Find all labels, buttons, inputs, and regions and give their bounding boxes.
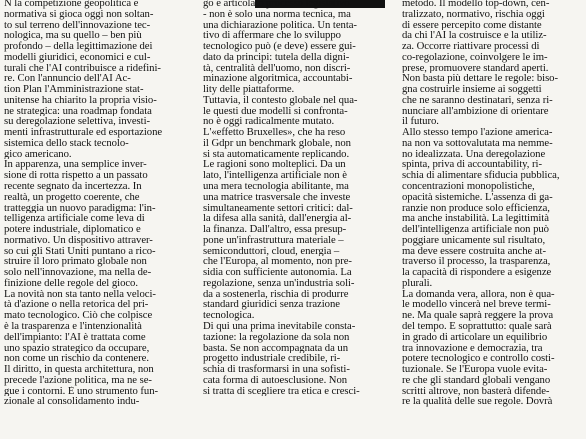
text-line: ranzie non produce solo efficienza, [402, 202, 550, 214]
text-line: to sul terreno dell'innovazione tec- [4, 19, 151, 31]
text-line: in grado di articolare un equilibrio [402, 331, 548, 343]
text-line: struire il loro primato globale non [4, 256, 147, 268]
text-column-2 [203, 0, 385, 396]
text-column-1 [4, 0, 188, 407]
text-line: standard giuridici senza trazione [203, 299, 340, 311]
text-line: Non basta più dettare le regole: biso- [402, 73, 558, 85]
text-line: il Gdpr un benchmark globale, non [203, 137, 351, 149]
text-line: solo nell'innovazione, ma nella de- [4, 267, 152, 278]
text-line: tecnologica. [203, 310, 255, 321]
text-line: una matrice trasversale che investe [203, 191, 351, 203]
text-line: so cui gli Stati Uniti puntano a rico- [4, 245, 156, 257]
text-line: no è oggi radicalmente mutato. [203, 116, 335, 128]
text-line: re. Con l'annuncio dell'AI Ac- [4, 73, 131, 85]
text-line: realtà, un progetto coerente, che [4, 191, 140, 203]
text-line: tà d'azione o nella retorica del pri- [4, 299, 149, 311]
text-line: plurali. [402, 277, 433, 289]
text-line: recente segnato da incertezza. In [4, 181, 142, 192]
text-line: no idealizzata. Una deregolazione [402, 148, 546, 160]
text-line: da chi l'AI la costruisce e la utiliz- [402, 30, 547, 42]
text-column-3 [402, 0, 584, 407]
text-line: semiconduttori, cloud, energia – [203, 245, 340, 257]
text-line: che ne saranno destinatari, senza ri- [402, 94, 553, 106]
text-line: potere tecnologico e controllo costi- [402, 353, 555, 365]
text-line: za. Occorre riattivare processi di [402, 41, 540, 52]
text-line: nologica, ma su quello – ben più [4, 30, 142, 42]
text-line: simultaneamente settori critici: dal- [203, 202, 353, 214]
text-line: sidia con sufficiente autonomia. La [203, 267, 352, 278]
text-line: si sta automaticamente replicando. [203, 148, 350, 160]
text-line: la finanza. Dall'altro, essa presup- [203, 224, 347, 235]
text-line: ne. Ma quale saprà reggere la prova [402, 310, 554, 321]
text-line: Il diritto, in questa architettura, non [4, 364, 154, 375]
text-line: la capacità di rispondere a esigenze [402, 267, 552, 278]
text-line: non come un rischio da contenere. [4, 353, 149, 365]
text-line: finizione delle regole del gioco. [4, 277, 138, 289]
text-line: poggiare unicamente sul risultato, [402, 234, 546, 246]
text-line: potere industriale, diplomatico e [4, 224, 141, 235]
text-line: dell'impianto: l'AI è trattata come [4, 331, 146, 343]
text-line: schia di trasformarsi in una sofisti- [203, 364, 350, 375]
text-line: sione di rotta rispetto a un passato [4, 170, 148, 182]
text-line: da a sostenerla, rischia di produrre [203, 288, 349, 300]
text-line: tà, centralità dell'uomo, non discri- [203, 62, 351, 74]
text-line: tazione: la regolazione da sola non [203, 331, 350, 343]
text-line: tra innovazione e democrazia, tra [402, 342, 543, 354]
text-line: uno spazio strategico da occupare, [4, 342, 150, 354]
text-line: co-regolazione, coinvolgere le im- [402, 51, 548, 63]
text-line: sistemica dello stack tecnolo- [4, 137, 129, 149]
text-line: di essere percepito come distante [402, 19, 542, 31]
text-line: spinta, priva di accountability, ri- [402, 159, 542, 171]
text-line: pone un'infrastruttura materiale – [203, 234, 344, 246]
text-line: una dichiarazione politica. Un tenta- [203, 19, 357, 31]
text-line: zionale al consolidamento indu- [4, 396, 140, 408]
text-line: na non va sottovalutata ma nemme- [402, 137, 553, 149]
text-line: ma anche instabilità. La legittimità [402, 213, 549, 225]
text-line: modelli giuridici, economici e cul- [4, 51, 151, 63]
text-line: la difesa alla sanità, dall'energia al- [203, 213, 352, 225]
text-line: nunciare all'ambizione di orientare [402, 105, 549, 117]
text-line: gna costruirle insieme ai soggetti [402, 84, 542, 95]
text-line: cata forma di autoesclusione. Non [203, 374, 348, 386]
text-line: go e articolato processo legislativo [203, 0, 350, 9]
text-line: profondo – della legittimazione dei [4, 41, 153, 52]
text-line: schia di alimentare sfiducia pubblica, [402, 170, 560, 182]
text-line: progetto industriale credibile, ri- [203, 353, 341, 365]
text-line: è la trasparenza e l'intenzionalità [4, 320, 142, 332]
text-line: ne strategica: una roadmap fondata [4, 105, 152, 117]
text-line: Allo stesso tempo l'azione america- [402, 127, 553, 138]
text-line: tratteggia un nuovo paradigma: l'in- [4, 202, 156, 214]
text-line: normativa si gioca oggi non soltan- [4, 8, 154, 20]
text-line: lity delle piattaforme. [203, 84, 295, 95]
text-line: dell'intelligenza artificiale non può [402, 224, 549, 235]
text-line: Di qui una prima inevitabile consta- [203, 320, 356, 332]
text-line: re la qualità delle sue regole. Dovrà [402, 396, 553, 408]
text-line: regolazione, senza un'industria soli- [203, 277, 355, 289]
text-line: Le ragioni sono molteplici. Da un [203, 159, 346, 171]
text-line: su deregolazione selettiva, investi- [4, 116, 150, 128]
text-line: basta. Se non accompagnata da un [203, 342, 349, 354]
text-line: dato da principi: tutela della digni- [203, 51, 350, 63]
text-line: le modello vincerà nel breve termi- [402, 299, 551, 311]
text-line: le questi due modelli si confronta- [203, 105, 348, 117]
text-line: si tratta di scegliere tra etica e cresci- [203, 385, 360, 397]
text-line: menti infrastrutturale ed esportazione [4, 127, 163, 138]
text-line: concentrazioni monopolistiche, [402, 181, 535, 192]
text-line: una mera tecnologia abilitante, ma [203, 181, 349, 192]
text-line: - non è solo una norma tecnica, ma [203, 8, 351, 20]
text-line: gico americano. [4, 148, 72, 160]
text-line: il futuro. [402, 116, 439, 128]
text-line: gue i contorni. È uno strumento fun- [4, 385, 159, 397]
text-line: tuzionale. Se l'Europa vuole evita- [402, 364, 548, 375]
text-line: N la competizione geopolitica e [4, 0, 139, 9]
text-line: precede l'azione politica, ma ne se- [4, 374, 152, 386]
text-line: Tuttavia, il contesto globale nel qua- [203, 94, 358, 106]
text-line: turali che l'AI contribuisce a ridefini- [4, 62, 161, 74]
text-line: opacità sistemiche. L'assenza di ga- [402, 191, 553, 203]
text-line: ma deve essere costruita anche at- [402, 245, 546, 257]
text-line: prese, promuovere standard aperti. [402, 62, 549, 74]
text-line: che l'Europa, al momento, non pre- [203, 256, 352, 268]
text-line: telligenza artificiale come leva di [4, 213, 145, 225]
text-line: tivo di affermare che lo sviluppo [203, 30, 341, 42]
text-line: traverso il processo, la trasparenza, [402, 256, 551, 268]
text-line: La novità non sta tanto nella veloci- [4, 288, 156, 300]
text-line: L'«effetto Bruxelles», che ha reso [203, 127, 346, 138]
text-line: La domanda vera, allora, non è qua- [402, 288, 555, 300]
text-line: re che gli standard globali vengano [402, 374, 551, 386]
text-line: tecnologico può (e deve) essere gui- [203, 41, 356, 52]
text-line: tion Plan l'Amministrazione stat- [4, 84, 144, 95]
text-line: normativo. Un dispositivo attraver- [4, 234, 153, 246]
text-line: mato tecnologico. Ciò che colpisce [4, 310, 153, 321]
text-line: tralizzato, normativo, rischia oggi [402, 8, 545, 20]
text-line: In apparenza, una semplice inver- [4, 159, 147, 171]
text-line: scritti altrove, non basterà difende- [402, 385, 550, 397]
text-line: metodo. Il modello top-down, cen- [402, 0, 550, 9]
text-line: unitense ha chiarito la propria visio- [4, 94, 157, 106]
text-line: del tempo. E soprattutto: quale sarà [402, 320, 552, 332]
text-line: minazione algoritmica, accountabi- [203, 73, 353, 85]
text-line: lato, l'intelligenza artificiale non è [203, 170, 347, 182]
